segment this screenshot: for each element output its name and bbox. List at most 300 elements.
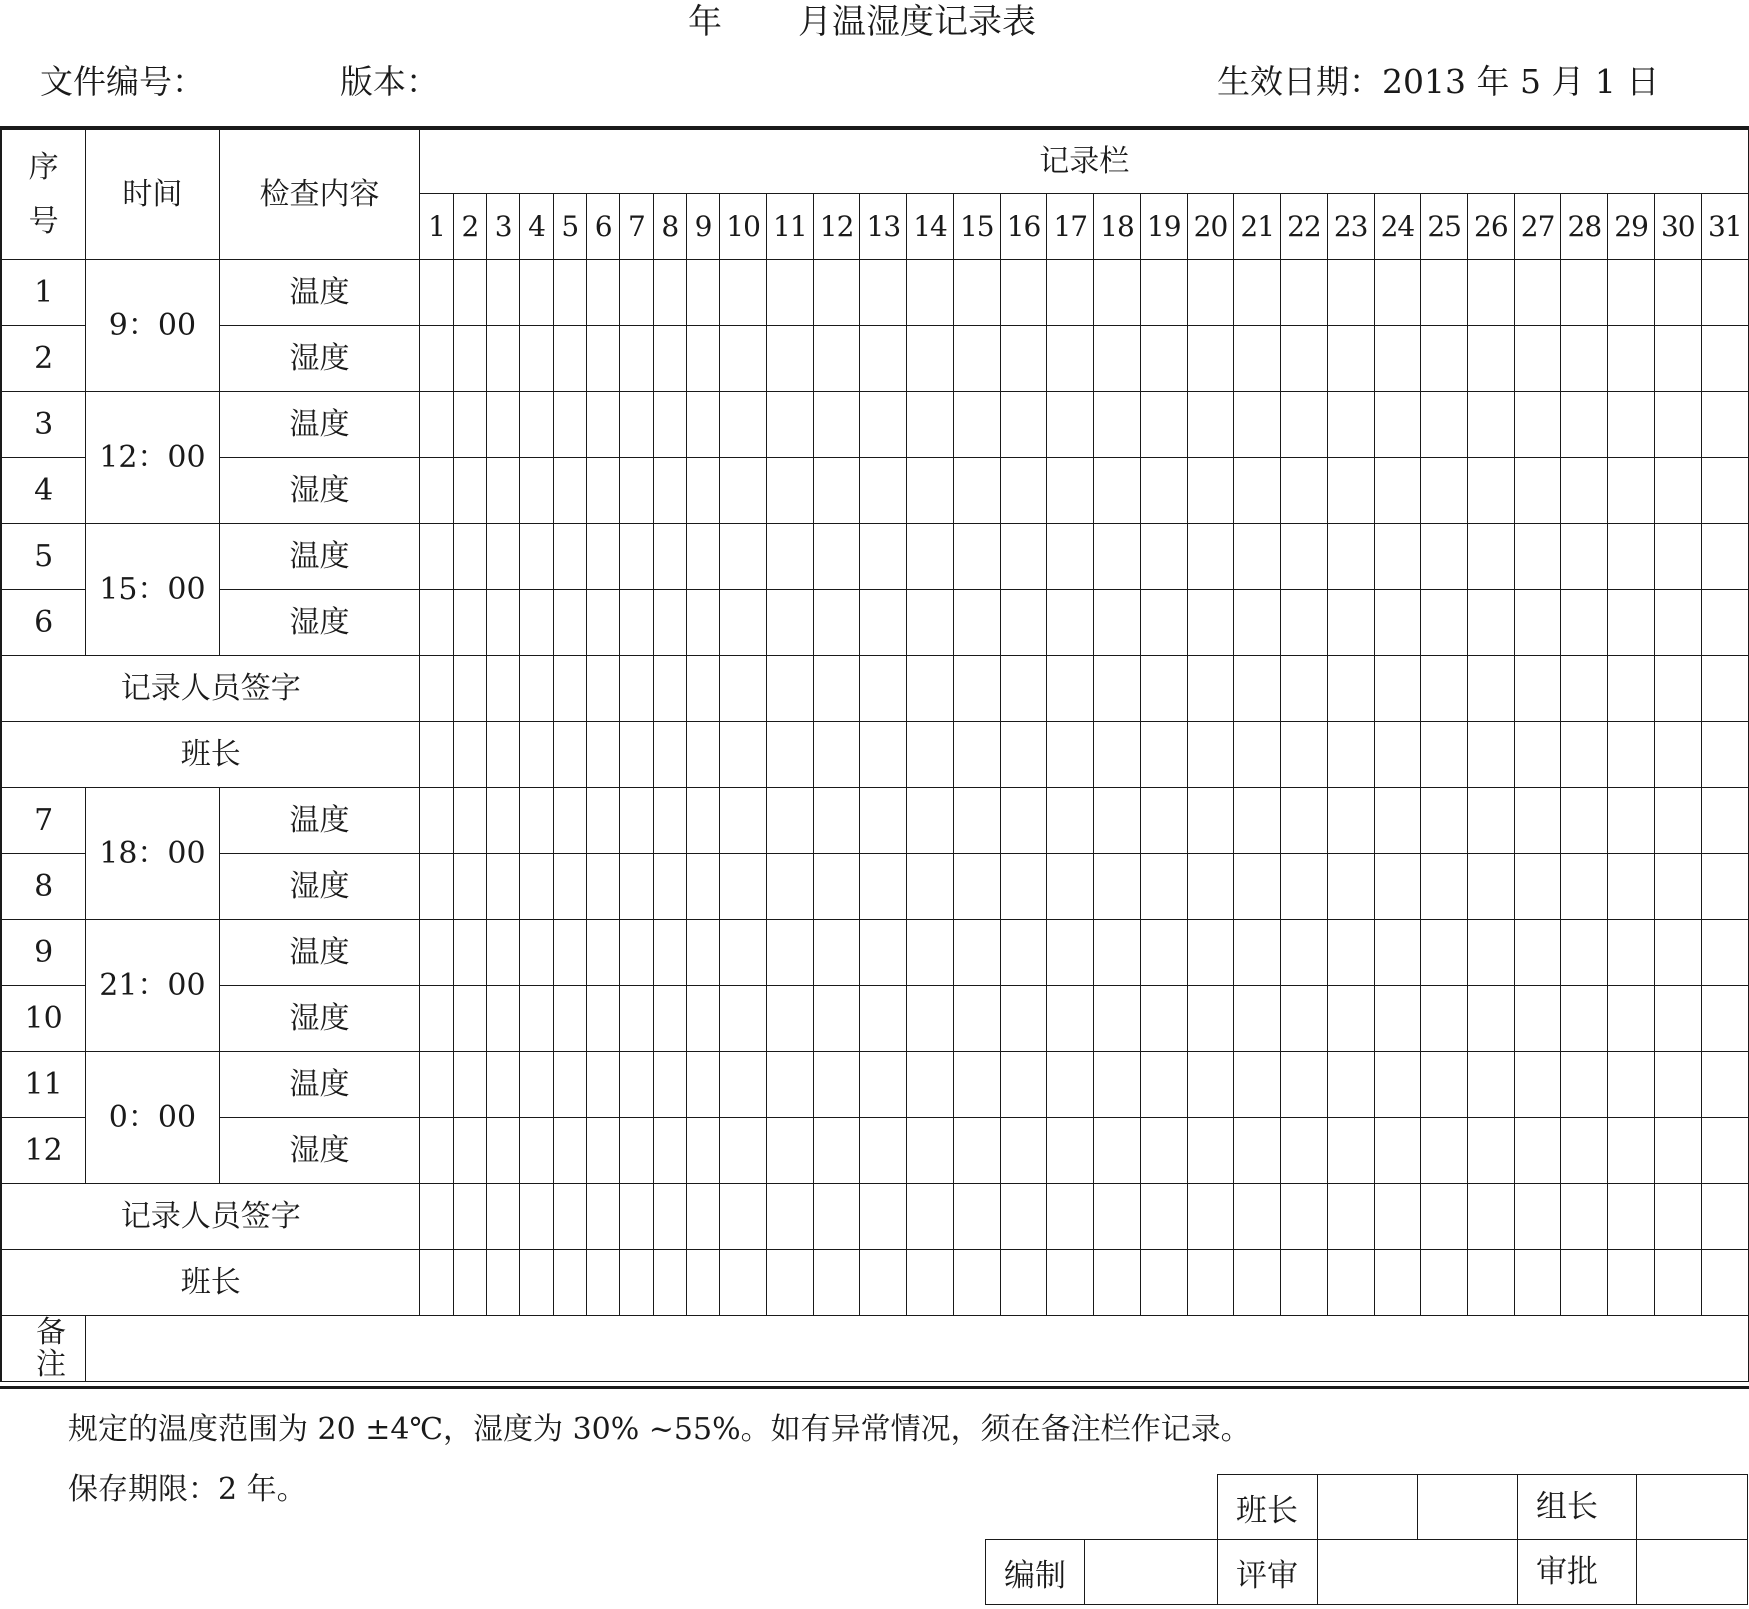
- record-cell[interactable]: [1234, 656, 1281, 722]
- record-cell[interactable]: [1187, 458, 1234, 524]
- record-cell[interactable]: [1374, 656, 1421, 722]
- record-cell[interactable]: [1701, 392, 1748, 458]
- record-cell[interactable]: [1514, 854, 1561, 920]
- record-cell[interactable]: [487, 524, 520, 590]
- record-cell[interactable]: [520, 788, 553, 854]
- record-cell[interactable]: [520, 1118, 553, 1184]
- record-cell[interactable]: [1468, 260, 1515, 326]
- record-cell[interactable]: [953, 524, 1000, 590]
- record-cell[interactable]: [553, 788, 586, 854]
- record-cell[interactable]: [620, 326, 653, 392]
- record-cell[interactable]: [1374, 854, 1421, 920]
- record-cell[interactable]: [1281, 1118, 1328, 1184]
- record-cell[interactable]: [907, 524, 954, 590]
- record-cell[interactable]: [1000, 590, 1047, 656]
- record-cell[interactable]: [813, 1250, 860, 1316]
- record-cell[interactable]: [766, 524, 813, 590]
- record-cell[interactable]: [1094, 590, 1141, 656]
- record-cell[interactable]: [620, 1118, 653, 1184]
- record-cell[interactable]: [720, 1052, 767, 1118]
- record-cell[interactable]: [1468, 524, 1515, 590]
- record-cell[interactable]: [1187, 1250, 1234, 1316]
- record-cell[interactable]: [520, 1184, 553, 1250]
- record-cell[interactable]: [1421, 1118, 1468, 1184]
- remarks-field[interactable]: [86, 1316, 1749, 1382]
- record-cell[interactable]: [766, 854, 813, 920]
- record-cell[interactable]: [587, 1052, 620, 1118]
- approval-reviewed-cell[interactable]: [1318, 1540, 1518, 1605]
- record-cell[interactable]: [1654, 1052, 1701, 1118]
- record-cell[interactable]: [587, 854, 620, 920]
- record-cell[interactable]: [1000, 986, 1047, 1052]
- record-cell[interactable]: [813, 260, 860, 326]
- record-cell[interactable]: [720, 788, 767, 854]
- record-cell[interactable]: [1561, 986, 1608, 1052]
- record-cell[interactable]: [520, 1250, 553, 1316]
- record-cell[interactable]: [1374, 1184, 1421, 1250]
- record-cell[interactable]: [1047, 1250, 1094, 1316]
- record-cell[interactable]: [420, 722, 453, 788]
- record-cell[interactable]: [686, 524, 719, 590]
- record-cell[interactable]: [860, 326, 907, 392]
- record-cell[interactable]: [620, 722, 653, 788]
- record-cell[interactable]: [860, 656, 907, 722]
- record-cell[interactable]: [953, 1184, 1000, 1250]
- record-cell[interactable]: [1468, 920, 1515, 986]
- record-cell[interactable]: [1047, 1184, 1094, 1250]
- record-cell[interactable]: [620, 524, 653, 590]
- record-cell[interactable]: [1468, 392, 1515, 458]
- record-cell[interactable]: [1654, 788, 1701, 854]
- record-cell[interactable]: [1094, 458, 1141, 524]
- record-cell[interactable]: [487, 1118, 520, 1184]
- record-cell[interactable]: [1468, 1184, 1515, 1250]
- record-cell[interactable]: [1094, 260, 1141, 326]
- record-cell[interactable]: [907, 1184, 954, 1250]
- record-cell[interactable]: [1234, 722, 1281, 788]
- record-cell[interactable]: [1468, 326, 1515, 392]
- record-cell[interactable]: [1561, 326, 1608, 392]
- record-cell[interactable]: [1140, 854, 1187, 920]
- record-cell[interactable]: [1374, 524, 1421, 590]
- record-cell[interactable]: [1327, 1052, 1374, 1118]
- record-cell[interactable]: [953, 458, 1000, 524]
- record-cell[interactable]: [860, 590, 907, 656]
- record-cell[interactable]: [813, 326, 860, 392]
- record-cell[interactable]: [907, 656, 954, 722]
- record-cell[interactable]: [720, 1250, 767, 1316]
- record-cell[interactable]: [1327, 788, 1374, 854]
- record-cell[interactable]: [1000, 326, 1047, 392]
- record-cell[interactable]: [1140, 1184, 1187, 1250]
- record-cell[interactable]: [1374, 920, 1421, 986]
- record-cell[interactable]: [553, 986, 586, 1052]
- record-cell[interactable]: [553, 458, 586, 524]
- record-cell[interactable]: [520, 986, 553, 1052]
- record-cell[interactable]: [1468, 1250, 1515, 1316]
- record-cell[interactable]: [1234, 1250, 1281, 1316]
- record-cell[interactable]: [953, 392, 1000, 458]
- record-cell[interactable]: [1514, 392, 1561, 458]
- record-cell[interactable]: [813, 1184, 860, 1250]
- record-cell[interactable]: [1701, 458, 1748, 524]
- record-cell[interactable]: [1468, 458, 1515, 524]
- record-cell[interactable]: [653, 1052, 686, 1118]
- record-cell[interactable]: [487, 326, 520, 392]
- record-cell[interactable]: [860, 986, 907, 1052]
- record-cell[interactable]: [813, 1052, 860, 1118]
- record-cell[interactable]: [453, 1184, 486, 1250]
- record-cell[interactable]: [587, 986, 620, 1052]
- record-cell[interactable]: [1047, 590, 1094, 656]
- record-cell[interactable]: [1094, 788, 1141, 854]
- record-cell[interactable]: [1281, 1250, 1328, 1316]
- record-cell[interactable]: [587, 392, 620, 458]
- record-cell[interactable]: [453, 326, 486, 392]
- record-cell[interactable]: [720, 392, 767, 458]
- record-cell[interactable]: [1000, 920, 1047, 986]
- record-cell[interactable]: [553, 1250, 586, 1316]
- record-cell[interactable]: [453, 1250, 486, 1316]
- record-cell[interactable]: [1468, 986, 1515, 1052]
- record-cell[interactable]: [1234, 1118, 1281, 1184]
- record-cell[interactable]: [1561, 1250, 1608, 1316]
- record-cell[interactable]: [1047, 260, 1094, 326]
- record-cell[interactable]: [587, 788, 620, 854]
- record-cell[interactable]: [1654, 590, 1701, 656]
- record-cell[interactable]: [1374, 392, 1421, 458]
- record-cell[interactable]: [1140, 1118, 1187, 1184]
- record-cell[interactable]: [907, 326, 954, 392]
- record-cell[interactable]: [1608, 590, 1655, 656]
- record-cell[interactable]: [653, 1250, 686, 1316]
- record-cell[interactable]: [420, 920, 453, 986]
- record-cell[interactable]: [1654, 458, 1701, 524]
- record-cell[interactable]: [553, 656, 586, 722]
- record-cell[interactable]: [1421, 854, 1468, 920]
- approval-leader-cell[interactable]: [1318, 1475, 1418, 1540]
- record-cell[interactable]: [1000, 656, 1047, 722]
- record-cell[interactable]: [1701, 590, 1748, 656]
- record-cell[interactable]: [1000, 854, 1047, 920]
- record-cell[interactable]: [653, 392, 686, 458]
- record-cell[interactable]: [1561, 854, 1608, 920]
- record-cell[interactable]: [1468, 788, 1515, 854]
- record-cell[interactable]: [553, 1052, 586, 1118]
- record-cell[interactable]: [953, 986, 1000, 1052]
- record-cell[interactable]: [1608, 788, 1655, 854]
- record-cell[interactable]: [1374, 458, 1421, 524]
- record-cell[interactable]: [1514, 788, 1561, 854]
- record-cell[interactable]: [907, 590, 954, 656]
- record-cell[interactable]: [1701, 788, 1748, 854]
- record-cell[interactable]: [487, 260, 520, 326]
- record-cell[interactable]: [1654, 854, 1701, 920]
- record-cell[interactable]: [813, 656, 860, 722]
- record-cell[interactable]: [1374, 1118, 1421, 1184]
- record-cell[interactable]: [1421, 656, 1468, 722]
- record-cell[interactable]: [766, 1052, 813, 1118]
- record-cell[interactable]: [453, 524, 486, 590]
- record-cell[interactable]: [620, 392, 653, 458]
- record-cell[interactable]: [1514, 524, 1561, 590]
- record-cell[interactable]: [453, 392, 486, 458]
- record-cell[interactable]: [587, 1118, 620, 1184]
- record-cell[interactable]: [953, 1118, 1000, 1184]
- record-cell[interactable]: [453, 656, 486, 722]
- record-cell[interactable]: [907, 986, 954, 1052]
- record-cell[interactable]: [1654, 392, 1701, 458]
- record-cell[interactable]: [653, 854, 686, 920]
- record-cell[interactable]: [1701, 1250, 1748, 1316]
- record-cell[interactable]: [1187, 326, 1234, 392]
- record-cell[interactable]: [720, 854, 767, 920]
- record-cell[interactable]: [520, 590, 553, 656]
- record-cell[interactable]: [1701, 1118, 1748, 1184]
- record-cell[interactable]: [1608, 656, 1655, 722]
- record-cell[interactable]: [1187, 1184, 1234, 1250]
- record-cell[interactable]: [1514, 326, 1561, 392]
- record-cell[interactable]: [553, 854, 586, 920]
- record-cell[interactable]: [1654, 920, 1701, 986]
- record-cell[interactable]: [766, 392, 813, 458]
- record-cell[interactable]: [813, 590, 860, 656]
- record-cell[interactable]: [907, 788, 954, 854]
- record-cell[interactable]: [1234, 788, 1281, 854]
- record-cell[interactable]: [1701, 1052, 1748, 1118]
- record-cell[interactable]: [1327, 524, 1374, 590]
- record-cell[interactable]: [686, 986, 719, 1052]
- record-cell[interactable]: [553, 260, 586, 326]
- record-cell[interactable]: [1281, 590, 1328, 656]
- record-cell[interactable]: [1654, 260, 1701, 326]
- record-cell[interactable]: [420, 590, 453, 656]
- record-cell[interactable]: [1374, 788, 1421, 854]
- record-cell[interactable]: [686, 854, 719, 920]
- record-cell[interactable]: [453, 854, 486, 920]
- record-cell[interactable]: [686, 1250, 719, 1316]
- record-cell[interactable]: [1187, 722, 1234, 788]
- record-cell[interactable]: [453, 788, 486, 854]
- record-cell[interactable]: [653, 656, 686, 722]
- record-cell[interactable]: [1561, 722, 1608, 788]
- record-cell[interactable]: [1234, 524, 1281, 590]
- record-cell[interactable]: [907, 458, 954, 524]
- approval-group-leader-cell[interactable]: [1637, 1475, 1747, 1539]
- record-cell[interactable]: [1000, 458, 1047, 524]
- record-cell[interactable]: [453, 1052, 486, 1118]
- record-cell[interactable]: [720, 722, 767, 788]
- record-cell[interactable]: [1654, 1118, 1701, 1184]
- record-cell[interactable]: [1421, 1052, 1468, 1118]
- record-cell[interactable]: [487, 788, 520, 854]
- record-cell[interactable]: [720, 458, 767, 524]
- record-cell[interactable]: [553, 590, 586, 656]
- record-cell[interactable]: [1561, 788, 1608, 854]
- record-cell[interactable]: [1140, 590, 1187, 656]
- record-cell[interactable]: [1327, 1250, 1374, 1316]
- record-cell[interactable]: [1187, 1118, 1234, 1184]
- record-cell[interactable]: [686, 722, 719, 788]
- record-cell[interactable]: [907, 854, 954, 920]
- record-cell[interactable]: [1094, 920, 1141, 986]
- record-cell[interactable]: [1561, 392, 1608, 458]
- record-cell[interactable]: [953, 722, 1000, 788]
- record-cell[interactable]: [520, 458, 553, 524]
- record-cell[interactable]: [620, 260, 653, 326]
- record-cell[interactable]: [953, 1052, 1000, 1118]
- record-cell[interactable]: [860, 1052, 907, 1118]
- record-cell[interactable]: [620, 986, 653, 1052]
- record-cell[interactable]: [1421, 986, 1468, 1052]
- record-cell[interactable]: [653, 986, 686, 1052]
- record-cell[interactable]: [1514, 722, 1561, 788]
- record-cell[interactable]: [1281, 458, 1328, 524]
- record-cell[interactable]: [520, 920, 553, 986]
- record-cell[interactable]: [1140, 986, 1187, 1052]
- record-cell[interactable]: [1000, 722, 1047, 788]
- record-cell[interactable]: [1561, 1184, 1608, 1250]
- record-cell[interactable]: [766, 788, 813, 854]
- record-cell[interactable]: [620, 1250, 653, 1316]
- record-cell[interactable]: [1094, 854, 1141, 920]
- record-cell[interactable]: [813, 788, 860, 854]
- record-cell[interactable]: [1608, 1052, 1655, 1118]
- record-cell[interactable]: [953, 854, 1000, 920]
- record-cell[interactable]: [653, 458, 686, 524]
- record-cell[interactable]: [420, 1052, 453, 1118]
- record-cell[interactable]: [487, 854, 520, 920]
- record-cell[interactable]: [553, 1184, 586, 1250]
- record-cell[interactable]: [813, 392, 860, 458]
- record-cell[interactable]: [1234, 854, 1281, 920]
- record-cell[interactable]: [860, 1118, 907, 1184]
- record-cell[interactable]: [860, 260, 907, 326]
- record-cell[interactable]: [1187, 590, 1234, 656]
- record-cell[interactable]: [813, 458, 860, 524]
- record-cell[interactable]: [720, 986, 767, 1052]
- record-cell[interactable]: [1608, 458, 1655, 524]
- record-cell[interactable]: [1701, 656, 1748, 722]
- record-cell[interactable]: [1000, 524, 1047, 590]
- record-cell[interactable]: [487, 1184, 520, 1250]
- record-cell[interactable]: [1187, 392, 1234, 458]
- record-cell[interactable]: [587, 260, 620, 326]
- record-cell[interactable]: [1140, 392, 1187, 458]
- record-cell[interactable]: [720, 1184, 767, 1250]
- record-cell[interactable]: [1421, 326, 1468, 392]
- record-cell[interactable]: [487, 392, 520, 458]
- record-cell[interactable]: [766, 326, 813, 392]
- record-cell[interactable]: [1327, 1184, 1374, 1250]
- record-cell[interactable]: [1281, 986, 1328, 1052]
- record-cell[interactable]: [1140, 1052, 1187, 1118]
- approval-leader-cell-2[interactable]: [1418, 1475, 1518, 1540]
- record-cell[interactable]: [720, 656, 767, 722]
- record-cell[interactable]: [907, 920, 954, 986]
- record-cell[interactable]: [487, 920, 520, 986]
- record-cell[interactable]: [1514, 1052, 1561, 1118]
- record-cell[interactable]: [1281, 788, 1328, 854]
- record-cell[interactable]: [1608, 1250, 1655, 1316]
- record-cell[interactable]: [1281, 1184, 1328, 1250]
- record-cell[interactable]: [587, 590, 620, 656]
- record-cell[interactable]: [553, 920, 586, 986]
- record-cell[interactable]: [766, 458, 813, 524]
- record-cell[interactable]: [587, 1250, 620, 1316]
- record-cell[interactable]: [1374, 986, 1421, 1052]
- record-cell[interactable]: [420, 1184, 453, 1250]
- record-cell[interactable]: [1514, 920, 1561, 986]
- record-cell[interactable]: [953, 260, 1000, 326]
- record-cell[interactable]: [813, 986, 860, 1052]
- record-cell[interactable]: [1047, 1118, 1094, 1184]
- record-cell[interactable]: [813, 722, 860, 788]
- record-cell[interactable]: [860, 1184, 907, 1250]
- record-cell[interactable]: [1327, 458, 1374, 524]
- record-cell[interactable]: [653, 326, 686, 392]
- record-cell[interactable]: [1234, 590, 1281, 656]
- record-cell[interactable]: [1234, 1184, 1281, 1250]
- record-cell[interactable]: [453, 986, 486, 1052]
- approval-approved-cell[interactable]: [1637, 1540, 1747, 1604]
- record-cell[interactable]: [1654, 1250, 1701, 1316]
- record-cell[interactable]: [1468, 590, 1515, 656]
- record-cell[interactable]: [1140, 524, 1187, 590]
- record-cell[interactable]: [1608, 722, 1655, 788]
- record-cell[interactable]: [720, 1118, 767, 1184]
- record-cell[interactable]: [1654, 326, 1701, 392]
- record-cell[interactable]: [1608, 920, 1655, 986]
- record-cell[interactable]: [1608, 326, 1655, 392]
- record-cell[interactable]: [766, 656, 813, 722]
- record-cell[interactable]: [1654, 524, 1701, 590]
- record-cell[interactable]: [520, 1052, 553, 1118]
- record-cell[interactable]: [1374, 326, 1421, 392]
- record-cell[interactable]: [487, 590, 520, 656]
- record-cell[interactable]: [1327, 326, 1374, 392]
- record-cell[interactable]: [720, 590, 767, 656]
- record-cell[interactable]: [813, 920, 860, 986]
- record-cell[interactable]: [453, 458, 486, 524]
- record-cell[interactable]: [1468, 656, 1515, 722]
- record-cell[interactable]: [1608, 986, 1655, 1052]
- record-cell[interactable]: [686, 392, 719, 458]
- record-cell[interactable]: [1000, 1052, 1047, 1118]
- record-cell[interactable]: [1561, 260, 1608, 326]
- record-cell[interactable]: [520, 854, 553, 920]
- record-cell[interactable]: [686, 590, 719, 656]
- record-cell[interactable]: [1561, 1118, 1608, 1184]
- record-cell[interactable]: [1468, 854, 1515, 920]
- record-cell[interactable]: [1421, 722, 1468, 788]
- record-cell[interactable]: [1701, 920, 1748, 986]
- record-cell[interactable]: [1327, 260, 1374, 326]
- record-cell[interactable]: [1094, 986, 1141, 1052]
- record-cell[interactable]: [1374, 1052, 1421, 1118]
- record-cell[interactable]: [420, 326, 453, 392]
- record-cell[interactable]: [1047, 326, 1094, 392]
- record-cell[interactable]: [1000, 1184, 1047, 1250]
- record-cell[interactable]: [1000, 1250, 1047, 1316]
- record-cell[interactable]: [420, 854, 453, 920]
- record-cell[interactable]: [520, 326, 553, 392]
- record-cell[interactable]: [1234, 458, 1281, 524]
- record-cell[interactable]: [620, 920, 653, 986]
- record-cell[interactable]: [1000, 788, 1047, 854]
- record-cell[interactable]: [1187, 656, 1234, 722]
- record-cell[interactable]: [420, 392, 453, 458]
